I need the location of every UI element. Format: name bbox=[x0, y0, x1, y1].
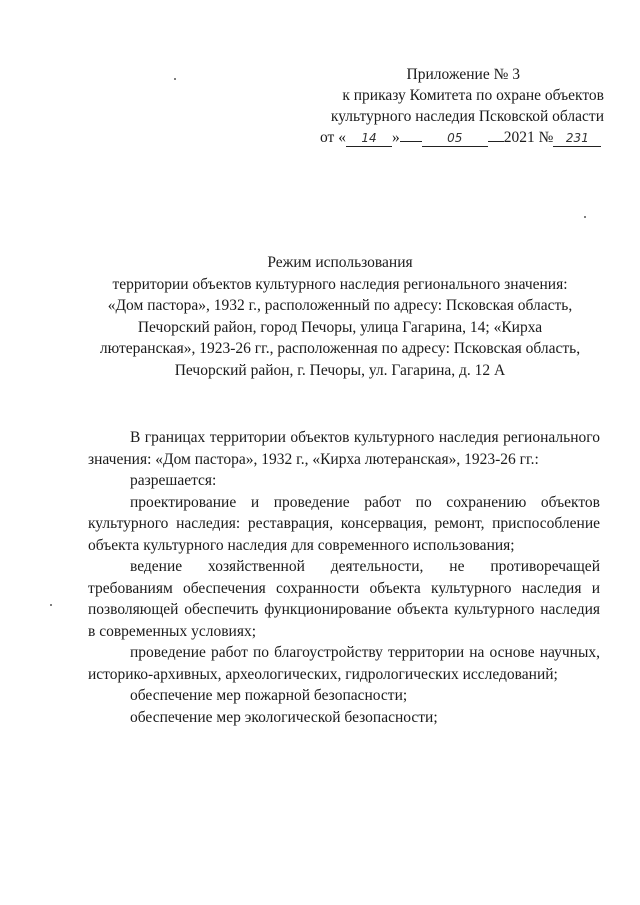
title-line: Печорский район, город Печоры, улица Гагарина, 14; «Кирха bbox=[137, 318, 543, 336]
committee-name-line: культурного наследия Псковской области bbox=[330, 108, 604, 125]
order-number-handwritten: 231 bbox=[553, 130, 601, 147]
title-line: лютеранская», 1923-26 гг., расположенная по адресу: Псковская область, bbox=[99, 340, 581, 357]
date-mid: » bbox=[391, 129, 400, 146]
allowed-label: разрешается: bbox=[130, 472, 217, 489]
list-item: ведение хозяйственной деятельности, не противоречащей требованиям обеспечения сохранности объекта культурного наследия и позволяющей обеспечить функционирование объекта культурного наследия в современных условиях; bbox=[88, 558, 600, 640]
appendix-header bbox=[312, 64, 604, 148]
title-line: Режим использования bbox=[267, 254, 413, 271]
list-item: обеспечение мер пожарной безопасности; bbox=[130, 687, 408, 704]
date-day-handwritten: 14 bbox=[346, 130, 392, 147]
order-date-line bbox=[312, 127, 604, 148]
document-title bbox=[80, 252, 600, 381]
intro-paragraph: В границах территории объектов культурного наследия регионального значения: «Дом пастора», 1932 г., «Кирха лютеранская», 1923-26 гг.: bbox=[88, 429, 600, 468]
appendix-number: Приложение № 3 bbox=[406, 66, 520, 83]
scan-speck bbox=[50, 604, 52, 606]
date-prefix: от « bbox=[320, 129, 346, 146]
list-item: проектирование и проведение работ по сохранению объектов культурного наследия: реставрация, консервация, ремонт, приспособление объекта культурного наследия для современного использования; bbox=[88, 493, 600, 554]
list-item: обеспечение мер экологической безопасности; bbox=[130, 708, 438, 726]
date-underline bbox=[400, 141, 422, 142]
order-reference-line: к приказу Комитета по охране объектов bbox=[342, 87, 604, 104]
scan-speck bbox=[584, 216, 586, 218]
date-year-and-number-label: 2021 № bbox=[503, 129, 554, 146]
title-line: территории объектов культурного наследия регионального значения: bbox=[112, 275, 568, 293]
date-underline bbox=[488, 141, 504, 142]
list-item: проведение работ по благоустройству территории на основе научных, историко-архивных, археологических, гидрологических исследований; bbox=[88, 644, 600, 683]
scan-speck bbox=[174, 78, 176, 80]
date-month-handwritten: 05 bbox=[422, 130, 488, 147]
document-body bbox=[88, 427, 600, 728]
title-line: Печорский район, г. Печоры, ул. Гагарина, д. 12 А bbox=[174, 361, 506, 379]
title-line: «Дом пастора», 1932 г., расположенный по адресу: Псковская область, bbox=[107, 297, 573, 314]
